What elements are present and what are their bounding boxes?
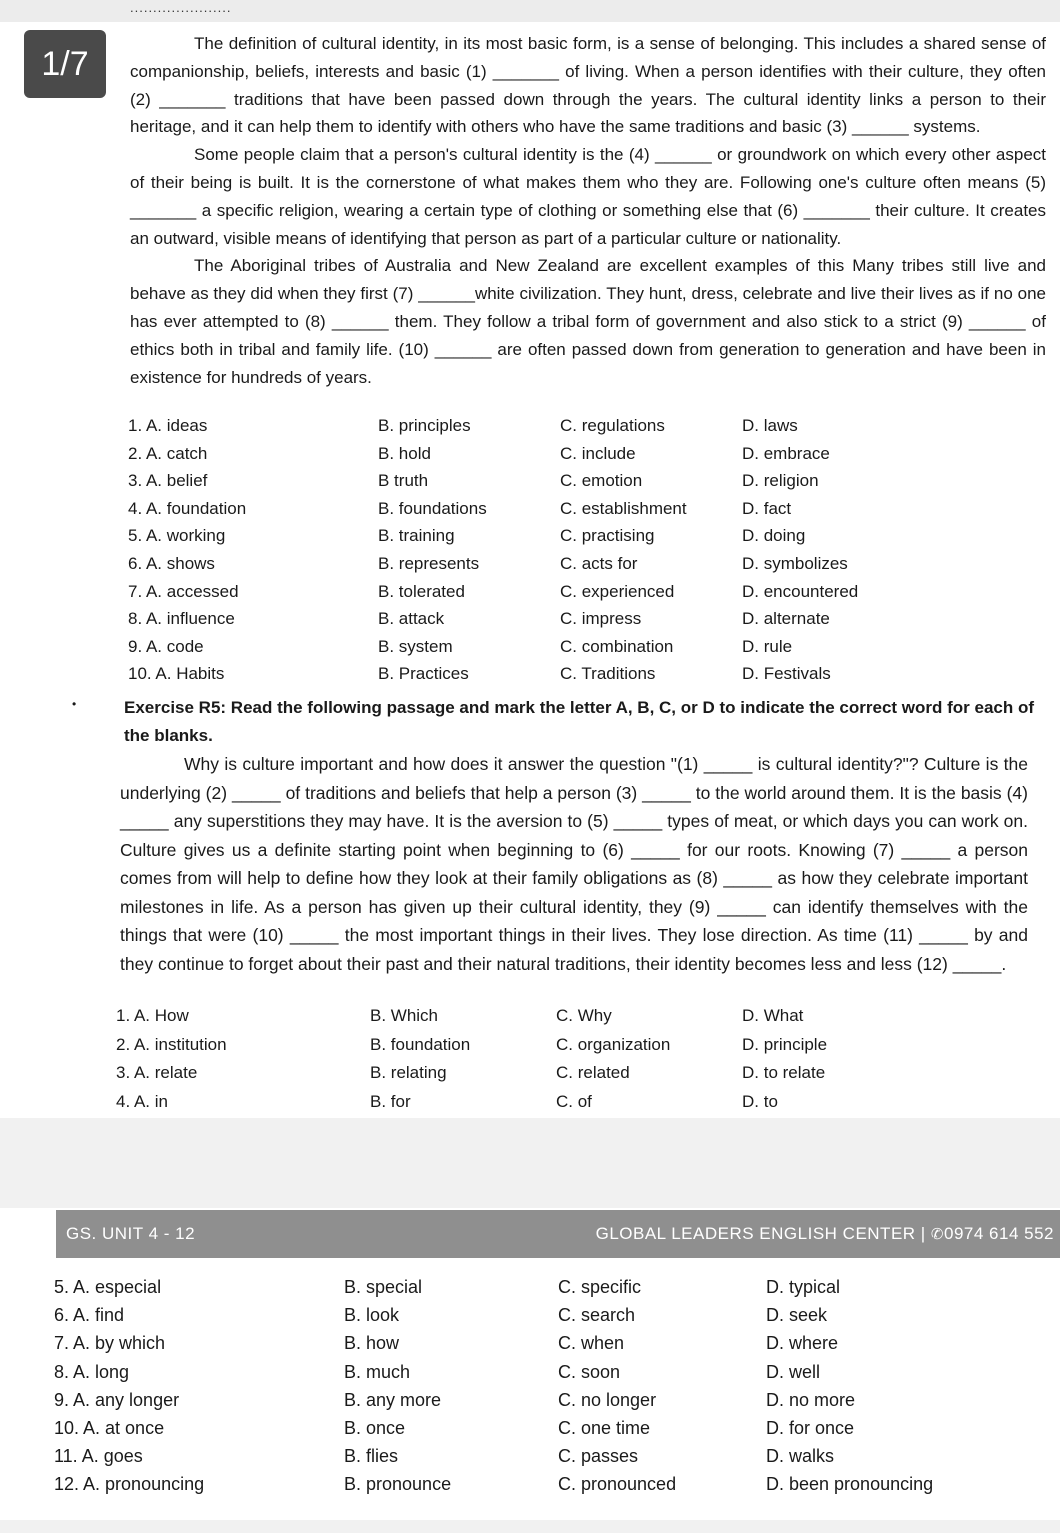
option-choice[interactable]: D. What [742, 1006, 804, 1025]
option-choice[interactable]: D. symbolizes [742, 554, 848, 573]
option-choice[interactable]: 1. A. ideas [128, 416, 208, 435]
footer-phone: 0974 614 552 [944, 1224, 1054, 1243]
option-choice[interactable]: 7. A. accessed [128, 581, 239, 601]
option-choice[interactable]: C. no longer [558, 1389, 657, 1410]
exercise-r5-title: Exercise R5: Read the following passage and mark the letter A, B, C, or D to indicate the correct word for each of the blanks. [124, 698, 1035, 745]
option-choice[interactable]: B. relating [370, 1063, 447, 1082]
option-choice[interactable]: D. religion [742, 471, 819, 491]
option-choice[interactable]: C. include [560, 443, 636, 463]
option-choice[interactable]: B. represents [378, 554, 480, 573]
option-choice[interactable]: C. regulations [560, 416, 665, 435]
option-choice[interactable]: D. to [742, 1091, 778, 1111]
option-choice[interactable]: 8. A. influence [128, 609, 235, 629]
option-choice[interactable]: 4. A. foundation [128, 498, 247, 518]
option-choice[interactable]: 11. A. goes [54, 1446, 143, 1467]
option-choice[interactable]: 3. A. belief [128, 471, 208, 491]
option-choice[interactable]: D. typical [766, 1277, 841, 1297]
option-choice[interactable]: D. Festivals [742, 664, 831, 684]
option-choice[interactable]: B. look [344, 1305, 400, 1326]
bottom-strip [0, 1520, 1060, 1533]
footer-center [596, 1224, 1054, 1244]
option-choice[interactable]: B. pronounce [344, 1474, 452, 1495]
option-choice[interactable]: D. laws [742, 416, 798, 435]
option-choice[interactable]: C. practising [560, 526, 655, 546]
option-choice[interactable]: C. combination [560, 636, 674, 656]
option-choice[interactable]: C. Traditions [560, 664, 656, 684]
option-choice[interactable]: D. where [766, 1333, 839, 1354]
worksheet-page [0, 22, 1060, 1118]
option-choice[interactable]: C. search [558, 1305, 636, 1326]
option-choice[interactable]: 5. A. working [128, 526, 226, 546]
passage-2-paragraph: Why is culture important and how does it answer the question "(1) _____ is cultural identity?"? Culture is the underlying (2) _____ of traditions and beliefs that help a person (3) _____ to the world around them. It is the basis (4) _____ any superstitions they may have. It is the aversion to (5) _____ types of meat, or which days you can work on. Culture gives us a definite starting point when beginning to (6) _____ for our roots. Knowing (7) _____ a person comes from will help to define how they look at their family obligations as (8) _____ as how they celebrate important milestones in life. As a person has given up their cultural identity, they (9) _____ can identify themselves with the things that were (10) _____ the most important things in their lives. They lose direction. As time (11) _____ by and they continue to forget about their past and their natural traditions, their identity becomes less and less (12) _____. [120, 754, 1028, 974]
page-gap [0, 1118, 1060, 1208]
option-choice[interactable]: D. well [766, 1361, 821, 1382]
option-choice[interactable]: C. soon [558, 1361, 621, 1382]
option-choice[interactable]: C. acts for [560, 554, 638, 573]
bullet-icon: • [72, 697, 77, 711]
passage-1 [130, 30, 1046, 391]
option-choice[interactable]: B. flies [344, 1446, 399, 1467]
option-choice[interactable]: C. passes [558, 1446, 639, 1467]
option-choice[interactable]: 5. A. especial [54, 1277, 162, 1297]
option-choice[interactable]: D. seek [766, 1305, 828, 1326]
option-choice[interactable]: C. establishment [560, 498, 687, 518]
option-choice[interactable]: C. organization [556, 1034, 671, 1054]
option-choice[interactable]: 3. A. relate [116, 1063, 198, 1082]
option-choice[interactable]: 9. A. code [128, 636, 204, 656]
option-choice[interactable]: D. walks [766, 1446, 835, 1467]
option-choice[interactable]: C. experienced [560, 581, 675, 601]
option-choice[interactable]: D. doing [742, 526, 806, 546]
option-choice[interactable]: 8. A. long [54, 1361, 130, 1382]
option-choice[interactable]: B. principles [378, 416, 471, 435]
option-choice[interactable]: D. rule [742, 636, 793, 656]
option-choice[interactable]: 12. A. pronouncing [54, 1474, 205, 1495]
option-choice[interactable]: B. Which [370, 1006, 439, 1025]
phone-icon: ✆ [930, 1226, 944, 1243]
option-choice[interactable]: C. of [556, 1091, 592, 1111]
passage-1-paragraph: The definition of cultural identity, in its most basic form, is a sense of belonging. This includes a shared sense of companionship, beliefs, interests and basic (1) _______ of living. When a person identifies with their culture, they often (2) _______ traditions that have been passed down through the years. The cultural identity links a person to their heritage, and it can help them to identify with others who have the same traditions and basic (3) ______ systems. [130, 34, 1046, 137]
option-choice[interactable]: 6. A. shows [128, 554, 215, 573]
option-choice[interactable]: B. Practices [378, 664, 469, 684]
option-choice[interactable]: C. pronounced [558, 1474, 677, 1495]
option-choice[interactable]: 4. A. in [116, 1091, 168, 1111]
option-choice[interactable]: C. one time [558, 1418, 651, 1438]
option-choice[interactable]: 10. A. Habits [128, 664, 225, 684]
option-choice[interactable]: 1. A. How [116, 1006, 189, 1025]
option-choice[interactable]: D. fact [742, 498, 792, 518]
option-choice[interactable]: D. embrace [742, 443, 830, 463]
footer-bar [56, 1210, 1060, 1258]
cut-off-text: ...................... [130, 0, 232, 15]
option-choice[interactable]: B. special [344, 1277, 423, 1297]
option-choice[interactable]: C. impress [560, 609, 642, 629]
page-indicator: 1/7 [24, 30, 106, 98]
option-choice[interactable]: B. foundations [378, 498, 487, 518]
option-choice[interactable]: 2. A. institution [116, 1034, 227, 1054]
option-choice[interactable]: C. Why [556, 1006, 612, 1025]
option-choice[interactable]: 9. A. any longer [54, 1389, 180, 1410]
passage-1-paragraph: The Aboriginal tribes of Australia and New Zealand are excellent examples of this Many tribes still live and behave as they did when they first (7) ______white civilization. They hunt, dress, celebrate and live their lives as if no one has ever attempted to (8) ______ them. They follow a tribal form of government and also stick to a strict (9) ______ of ethics both in tribal and family life. (10) ______ are often passed down from generation to generation and have been in existence for hundreds of years. [130, 256, 1046, 387]
passage-2 [120, 750, 1028, 978]
option-choice[interactable]: 7. A. by which [54, 1333, 166, 1354]
passage-1-paragraph: Some people claim that a person's cultural identity is the (4) ______ or groundwork on which every other aspect of their being is built. It is the cornerstone of what makes them who they are. Following one's culture often means (5) _______ a specific religion, wearing a certain type of clothing or something else that (6) _______ their culture. It creates an outward, visible means of identifying that person as part of a particular culture or nationality. [130, 145, 1046, 248]
option-choice[interactable]: B. how [344, 1333, 400, 1354]
option-choice[interactable]: D. to relate [742, 1063, 826, 1082]
option-choice[interactable]: B truth [378, 471, 429, 491]
footer-unit: GS. UNIT 4 - 12 [66, 1224, 196, 1243]
option-choice[interactable]: D. been pronouncing [766, 1474, 934, 1495]
option-choice[interactable]: 6. A. find [54, 1305, 125, 1326]
option-choice[interactable]: B. for [370, 1091, 411, 1111]
option-choice[interactable]: B. tolerated [378, 581, 465, 601]
option-choice[interactable]: B. attack [378, 609, 445, 629]
option-choice[interactable]: D. for once [766, 1418, 855, 1438]
option-choice[interactable]: C. related [556, 1063, 630, 1082]
option-choice[interactable]: D. principle [742, 1034, 828, 1054]
option-choice[interactable]: 2. A. catch [128, 443, 208, 463]
option-choice[interactable]: B. any more [344, 1389, 442, 1410]
option-choice[interactable]: B. foundation [370, 1034, 471, 1054]
option-choice[interactable]: 10. A. at once [54, 1418, 165, 1438]
option-choice[interactable]: B. much [344, 1361, 411, 1382]
option-choice[interactable]: C. when [558, 1333, 625, 1354]
option-choice[interactable]: B. hold [378, 443, 431, 463]
footer-center-name: GLOBAL LEADERS ENGLISH CENTER | [595, 1224, 931, 1243]
option-choice[interactable]: C. emotion [560, 471, 643, 491]
option-choice[interactable]: B. system [378, 636, 453, 656]
option-choice[interactable]: D. encountered [742, 581, 859, 601]
option-choice[interactable]: B. once [344, 1418, 406, 1438]
option-choice[interactable]: B. training [378, 526, 455, 546]
option-choice[interactable]: D. no more [766, 1389, 856, 1410]
option-choice[interactable]: D. alternate [742, 609, 830, 629]
option-choice[interactable]: C. specific [558, 1277, 642, 1297]
